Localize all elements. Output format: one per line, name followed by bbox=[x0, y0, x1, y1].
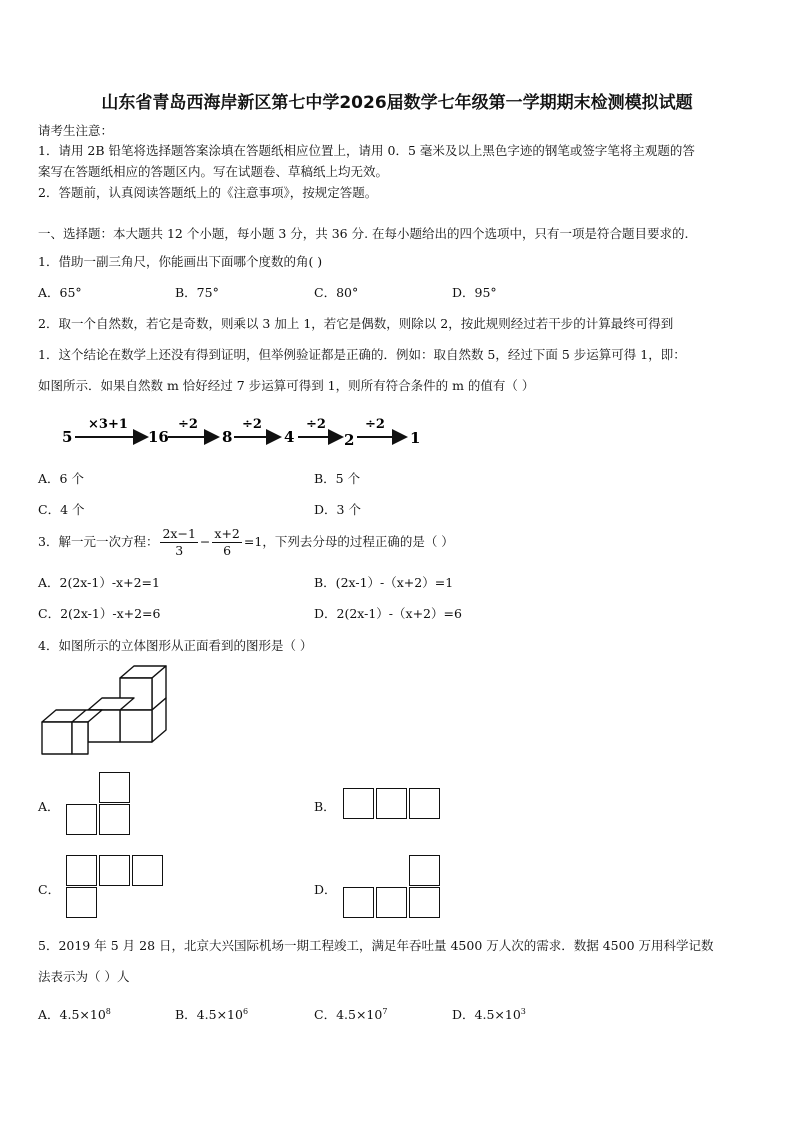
q5-option-c bbox=[314, 1005, 387, 1023]
q5-option-d bbox=[452, 1005, 526, 1023]
chain-number-5: 1 bbox=[410, 429, 421, 447]
q2-option-a: A．6 个 bbox=[38, 471, 84, 486]
q3-prefix: 3．解一元一次方程： bbox=[38, 534, 159, 549]
q5-option-c-text: C．4.5×10 bbox=[314, 1007, 383, 1022]
collatz-chain-diagram bbox=[60, 415, 440, 455]
cube-front-face bbox=[72, 722, 88, 754]
q5-option-b-text: B．4.5×10 bbox=[175, 1007, 243, 1022]
q2-option-b: B．5 个 bbox=[314, 471, 361, 486]
q3-minus: − bbox=[199, 534, 211, 549]
notice-item-1-cont: 案写在答题纸相应的答题区内。写在试题卷、草稿纸上均无效。 bbox=[38, 164, 389, 179]
grid-square bbox=[132, 855, 163, 886]
q1-stem: 1．借助一副三角尺，你能画出下面哪个度数的角( ) bbox=[38, 254, 323, 269]
grid-square bbox=[66, 804, 97, 835]
chain-number-3: 4 bbox=[284, 428, 295, 446]
grid-square bbox=[99, 855, 130, 886]
grid-square bbox=[66, 855, 97, 886]
chain-op-3: ÷2 bbox=[306, 417, 326, 432]
cube-solid-figure bbox=[36, 662, 176, 758]
q5-option-a-text: A．4.5×10 bbox=[38, 1007, 106, 1022]
grid-square bbox=[409, 887, 440, 918]
grid-square bbox=[376, 788, 407, 819]
q3-option-b: B．(2x-1）-（x+2）=1 bbox=[314, 575, 454, 590]
q3-frac1-denominator: 3 bbox=[175, 543, 184, 558]
chain-op-4: ÷2 bbox=[365, 417, 385, 432]
q2-stem-line1: 2．取一个自然数，若它是奇数，则乘以 3 加上 1，若它是偶数，则除以 2，按此规则经过若干步的计算最终可得到 bbox=[38, 316, 674, 331]
q5-option-b-exponent: 6 bbox=[242, 1006, 249, 1016]
q4-stem: 4．如图所示的立体图形从正面看到的图形是（ ） bbox=[38, 638, 313, 653]
q3-option-d: D．2(2x-1）-（x+2）=6 bbox=[314, 606, 462, 621]
q4-option-c-label: C． bbox=[38, 882, 61, 897]
q2-stem-line3: 如图所示．如果自然数 m 恰好经过 7 步运算可得到 1，则所有符合条件的 m 的值有（ ） bbox=[38, 378, 535, 393]
section-heading: 一、选择题：本大题共 12 个小题，每小题 3 分，共 36 分. 在每小题给出的四个选项中，只有一项是符合题目要求的. bbox=[38, 226, 689, 241]
q3-option-c: C．2(2x-1）-x+2=6 bbox=[38, 606, 161, 621]
q4-option-b-label: B． bbox=[314, 799, 336, 814]
chain-number-1: 16 bbox=[148, 428, 169, 446]
cube-front-face bbox=[42, 722, 72, 754]
notice-heading: 请考生注意： bbox=[38, 123, 114, 138]
grid-square bbox=[99, 772, 130, 803]
grid-square bbox=[343, 788, 374, 819]
q5-option-a-exponent: 8 bbox=[105, 1006, 111, 1016]
notice-item-1: 1．请用 2B 铅笔将选择题答案涂填在答题纸相应位置上，请用 0．5 毫米及以上黑色字迹的钢笔或签字笔将主观题的答 bbox=[38, 143, 695, 158]
grid-square bbox=[99, 804, 130, 835]
q1-option-b: B．75° bbox=[175, 285, 219, 300]
chain-number-2: 8 bbox=[222, 428, 233, 446]
q3-frac2-numerator: x+2 bbox=[214, 526, 240, 541]
chain-op-0: ×3+1 bbox=[88, 417, 128, 432]
q2-stem-line2: 1．这个结论在数学上还没有得到证明，但举例验证都是正确的．例如：取自然数 5，经过下面 5 步运算可得 1，即： bbox=[38, 347, 686, 362]
grid-square bbox=[409, 788, 440, 819]
q3-frac2-denominator: 6 bbox=[223, 543, 232, 558]
notice-item-2: 2．答题前，认真阅读答题纸上的《注意事项》，按规定答题。 bbox=[38, 185, 378, 200]
q5-option-b bbox=[175, 1005, 248, 1023]
grid-square bbox=[343, 887, 374, 918]
grid-square bbox=[409, 855, 440, 886]
q5-option-d-exponent: 3 bbox=[520, 1006, 526, 1016]
q3-stem bbox=[38, 526, 454, 559]
grid-square bbox=[66, 887, 97, 918]
q3-equals: =1 bbox=[243, 534, 263, 549]
chain-number-4: 2 bbox=[344, 431, 355, 449]
grid-square bbox=[376, 887, 407, 918]
chain-op-1: ÷2 bbox=[178, 417, 198, 432]
q5-option-c-exponent: 7 bbox=[382, 1006, 388, 1016]
q1-option-c: C．80° bbox=[314, 285, 359, 300]
q3-fraction-2 bbox=[212, 526, 241, 559]
q5-option-d-text: D．4.5×10 bbox=[452, 1007, 521, 1022]
q2-option-c: C．4 个 bbox=[38, 502, 85, 517]
q3-suffix: ，下列去分母的过程正确的是（ ） bbox=[262, 534, 454, 549]
q3-frac1-numerator: 2x−1 bbox=[162, 526, 196, 541]
q1-option-a: A．65° bbox=[38, 285, 82, 300]
q2-option-d: D．3 个 bbox=[314, 502, 361, 517]
q1-option-d: D．95° bbox=[452, 285, 497, 300]
q3-fraction-1 bbox=[160, 526, 197, 559]
q4-option-a-label: A． bbox=[38, 799, 60, 814]
q5-stem-line1: 5．2019 年 5 月 28 日，北京大兴国际机场一期工程竣工，满足年吞吐量 4500 万人次的需求．数据 4500 万用科学记数 bbox=[38, 938, 714, 953]
page-title: 山东省青岛西海岸新区第七中学2026届数学七年级第一学期期末检测模拟试题 bbox=[101, 93, 693, 113]
chain-op-2: ÷2 bbox=[242, 417, 262, 432]
q4-option-d-label: D． bbox=[314, 882, 337, 897]
q5-stem-line2: 法表示为（ ）人 bbox=[38, 969, 130, 984]
chain-number-0: 5 bbox=[62, 428, 73, 446]
q3-option-a: A．2(2x-1）-x+2=1 bbox=[38, 575, 160, 590]
cube-front-face bbox=[120, 710, 152, 742]
q5-option-a bbox=[38, 1005, 111, 1023]
